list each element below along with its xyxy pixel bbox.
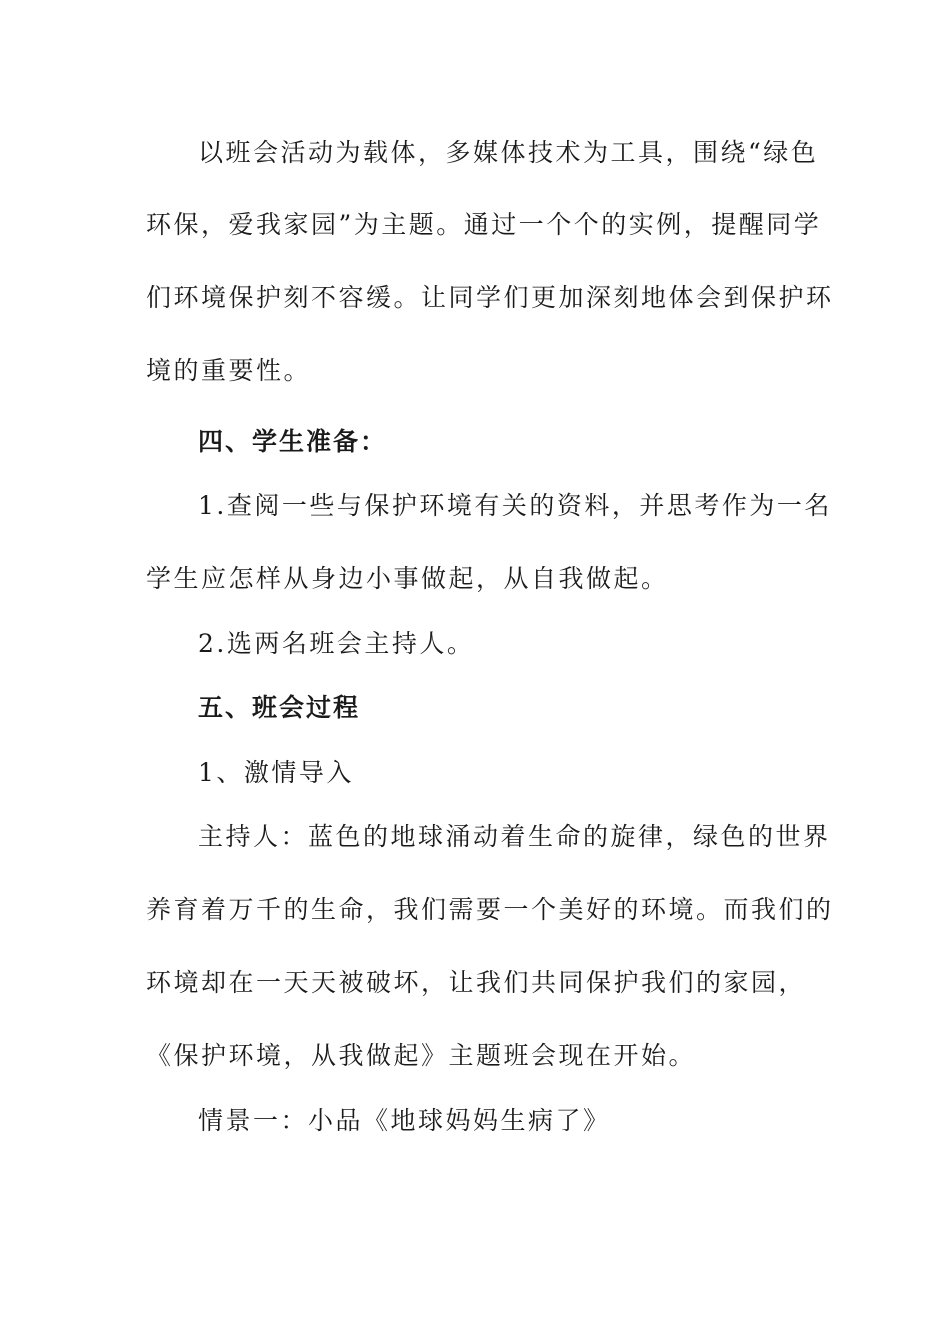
scene-1-title: 情景一：小品《地球妈妈生病了》	[198, 1106, 611, 1135]
section-heading-students-prep: 四、学生准备：	[198, 427, 388, 456]
intro-line-3: 们环境保护刻不容缓。让同学们更加深刻地体会到保护环	[146, 283, 834, 312]
prep-item-2: 2.选两名班会主持人。	[198, 629, 475, 658]
prep-item-1-line-2: 学生应怎样从身边小事做起，从自我做起。	[146, 564, 669, 593]
subsection-title-intro: 1、激情导入	[198, 758, 354, 787]
section-heading-class-process: 五、班会过程	[198, 693, 361, 722]
host-speech-line-3: 环境却在一天天被破坏，让我们共同保护我们的家园，	[146, 968, 807, 997]
intro-line-4: 境的重要性。	[146, 356, 312, 385]
host-speech-line-2: 养育着万千的生命，我们需要一个美好的环境。而我们的	[146, 895, 834, 924]
host-speech-line-4: 《保护环境，从我做起》主题班会现在开始。	[146, 1041, 697, 1070]
prep-item-1-line-1: 1.查阅一些与保护环境有关的资料，并思考作为一名	[198, 491, 832, 520]
intro-line-1: 以班会活动为载体，多媒体技术为工具，围绕“绿色	[198, 138, 819, 167]
intro-line-2: 环保，爱我家园”为主题。通过一个个的实例，提醒同学	[146, 210, 822, 239]
host-speech-line-1: 主持人：蓝色的地球涌动着生命的旋律，绿色的世界	[198, 822, 831, 851]
